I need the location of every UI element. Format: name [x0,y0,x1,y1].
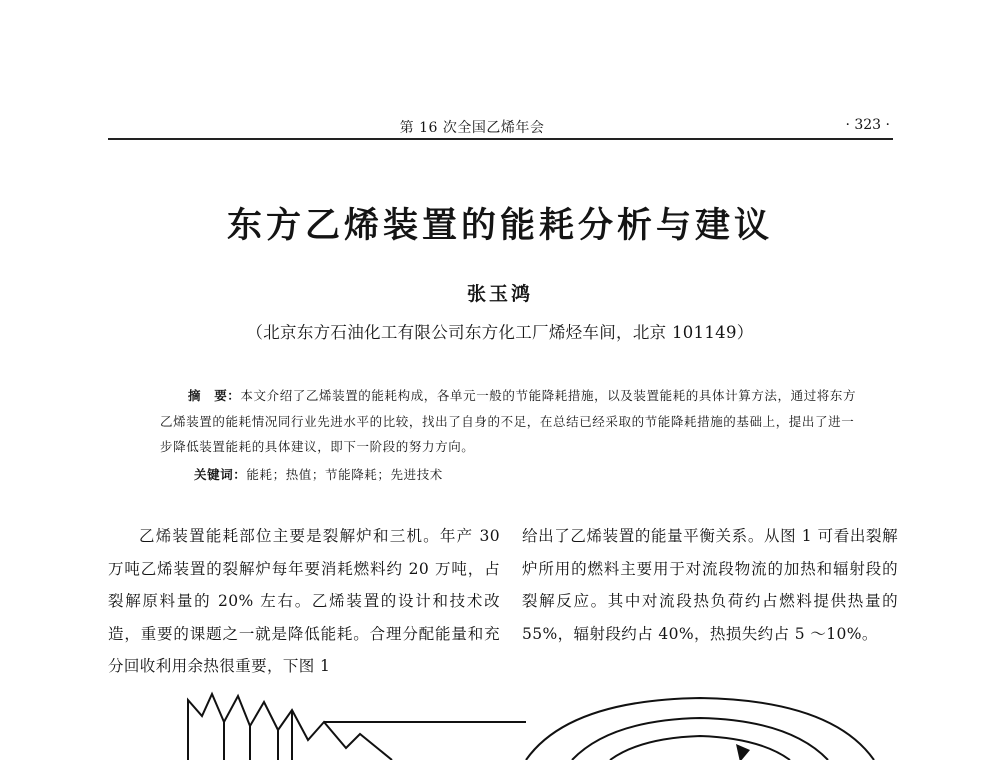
header-rule [108,138,893,140]
article-title: 东方乙烯装置的能耗分析与建议 [226,206,773,246]
keywords [194,465,854,483]
running-header-conference: 第 16 次全国乙烯年会 [399,120,545,136]
page-number: · 323 · [845,117,890,133]
keywords-text: 能耗；热值；节能降耗；先进技术 [246,467,443,482]
energy-loop-outer [526,698,874,760]
energy-loop-core [610,736,790,760]
energy-balance-figure [180,686,900,760]
flow-arrow-icon [736,744,750,760]
energy-loop-inner [572,718,828,760]
abstract [160,383,860,460]
body-column-right: 给出了乙烯装置的能量平衡关系。从图 1 可看出裂解炉所用的燃料主要用于对流段物流的加热和辐射段的裂解反应。其中对流段热负荷约占燃料提供热量的 55%，辐射段约占 40%，热损失约占 5 ～10%。 [522,527,898,643]
author-affiliation: （北京东方石油化工有限公司东方化工厂烯烃车间，北京 101149） [246,323,754,342]
body-column-left: 乙烯装置能耗部位主要是裂解炉和三机。年产 30 万吨乙烯装置的裂解炉每年要消耗燃料约 20 万吨，占裂解原料量的 20% 左右。乙烯装置的设计和技术改造，重要的课题之一就是降低能耗。合理分配能量和充分回收利用余热很重要，下图 1 [108,527,500,675]
article-author: 张玉鸿 [466,283,533,305]
abstract-label: 摘 要： [188,388,241,403]
keywords-label: 关键词： [194,467,247,482]
abstract-text: 本文介绍了乙烯装置的能耗构成，各单元一般的节能降耗措施，以及装置能耗的具体计算方法，通过将东方乙烯装置的能耗情况同行业先进水平的比较，找出了自身的不足，在总结已经采取的节能降耗措施的基础上，提出了进一步降低装置能耗的具体建议，即下一阶段的努力方向。 [160,388,857,454]
furnace-zigzag-outline [188,694,392,760]
